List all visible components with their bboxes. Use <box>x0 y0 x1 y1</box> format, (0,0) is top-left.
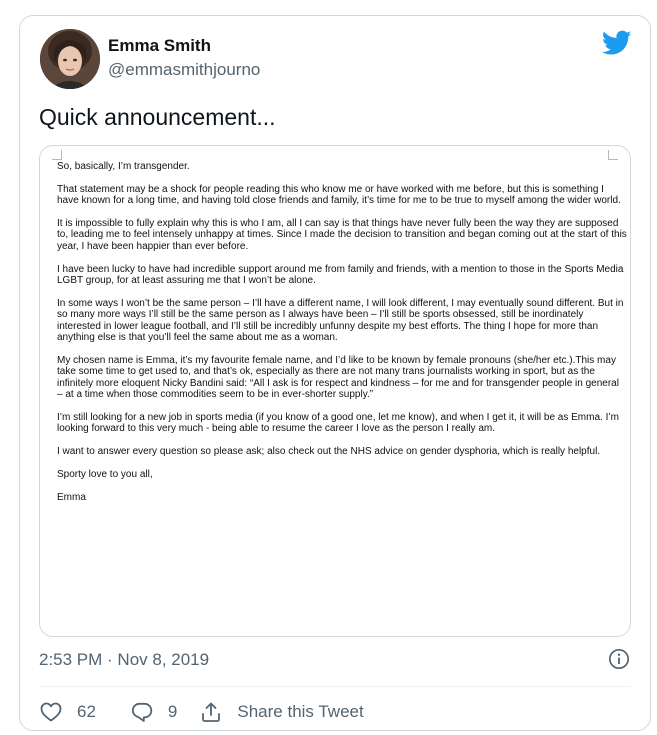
crop-mark <box>52 150 62 160</box>
letter-paragraph: I want to answer every question so please ask; also check out the NHS advice on gender dysphoria, which is really helpful. <box>57 446 601 458</box>
tweet-actions <box>39 697 364 727</box>
tweet-timestamp[interactable]: 2:53 PM · Nov 8, 2019 <box>39 650 210 669</box>
reply-count: 9 <box>167 702 178 721</box>
author-name[interactable]: Emma Smith <box>108 36 211 55</box>
letter-body <box>57 161 627 514</box>
author-handle[interactable]: @emmasmithjourno <box>108 60 261 79</box>
letter-paragraph: So, basically, I’m transgender. <box>57 161 190 172</box>
share-button[interactable] <box>199 700 363 724</box>
letter-paragraph: My chosen name is Emma, it’s my favourite female name, and I’d like to be known by female pronouns (she/her etc.).This may take some time to get used to, and that’s ok, especially as there are not many trans journalists working in sport, but as the infinitely more eloquent Nicky Bandini said: “All I ask is for respect and kindness – for me and for transgender people in general – at a time when those commodities seem to be in ever-shorter supply.” <box>57 354 619 401</box>
like-count: 62 <box>77 702 96 721</box>
letter-paragraph: That statement may be a shock for people reading this who know me or have worked with me before, but this is something I have known for a long time, and having told close friends and family, it’s time for me to be true to myself among the wider world. <box>57 183 621 207</box>
letter-paragraph: I have been lucky to have had incredible support around me from family and friends, with a mention to those in the Sports Media LGBT group, for at least assuring me that I won’t be alone. <box>57 263 624 287</box>
tweet-card <box>19 15 651 731</box>
avatar[interactable] <box>40 29 100 89</box>
attached-letter-image[interactable] <box>39 145 631 637</box>
like-button[interactable] <box>39 700 96 724</box>
divider <box>39 686 631 687</box>
letter-paragraph: It is impossible to fully explain why this is who I am, all I can say is that things have never fully been the way they are supposed to, leading me to feel intensely unhappy at times. Since I made the decision to transition and began coming out at the start of this year, I have been happier than ever before. <box>57 218 627 252</box>
reply-icon <box>130 700 154 724</box>
heart-icon <box>39 700 63 724</box>
share-label: Share this Tweet <box>237 702 364 721</box>
share-icon <box>199 700 223 724</box>
letter-paragraph: Sporty love to you all, <box>57 468 153 480</box>
avatar-image <box>40 29 100 89</box>
letter-paragraph: In some ways I won’t be the same person – I’ll have a different name, I will look different, I may eventually sound different. But in so many more ways I’ll still be the same person as I always have been – I’ll still be sports obsessed, still be inordinately interested in lower league football, and I’ll still be incredibly unfunny despite my best efforts. The thing I hope for more than anything else is that you’ll feel the same about me as a woman. <box>57 297 624 344</box>
letter-paragraph: I’m still looking for a new job in sports media (if you know of a good one, let me know), and when I get it, it will be as Emma. I’m looking forward to this very much - being able to resume the career I love as the person I really am. <box>57 411 619 435</box>
reply-button[interactable] <box>130 700 177 724</box>
twitter-bird-icon[interactable] <box>602 30 632 56</box>
info-icon[interactable] <box>608 648 630 670</box>
tweet-text: Quick announcement... <box>39 104 276 130</box>
letter-signature: Emma <box>57 491 86 503</box>
crop-mark <box>608 150 618 160</box>
